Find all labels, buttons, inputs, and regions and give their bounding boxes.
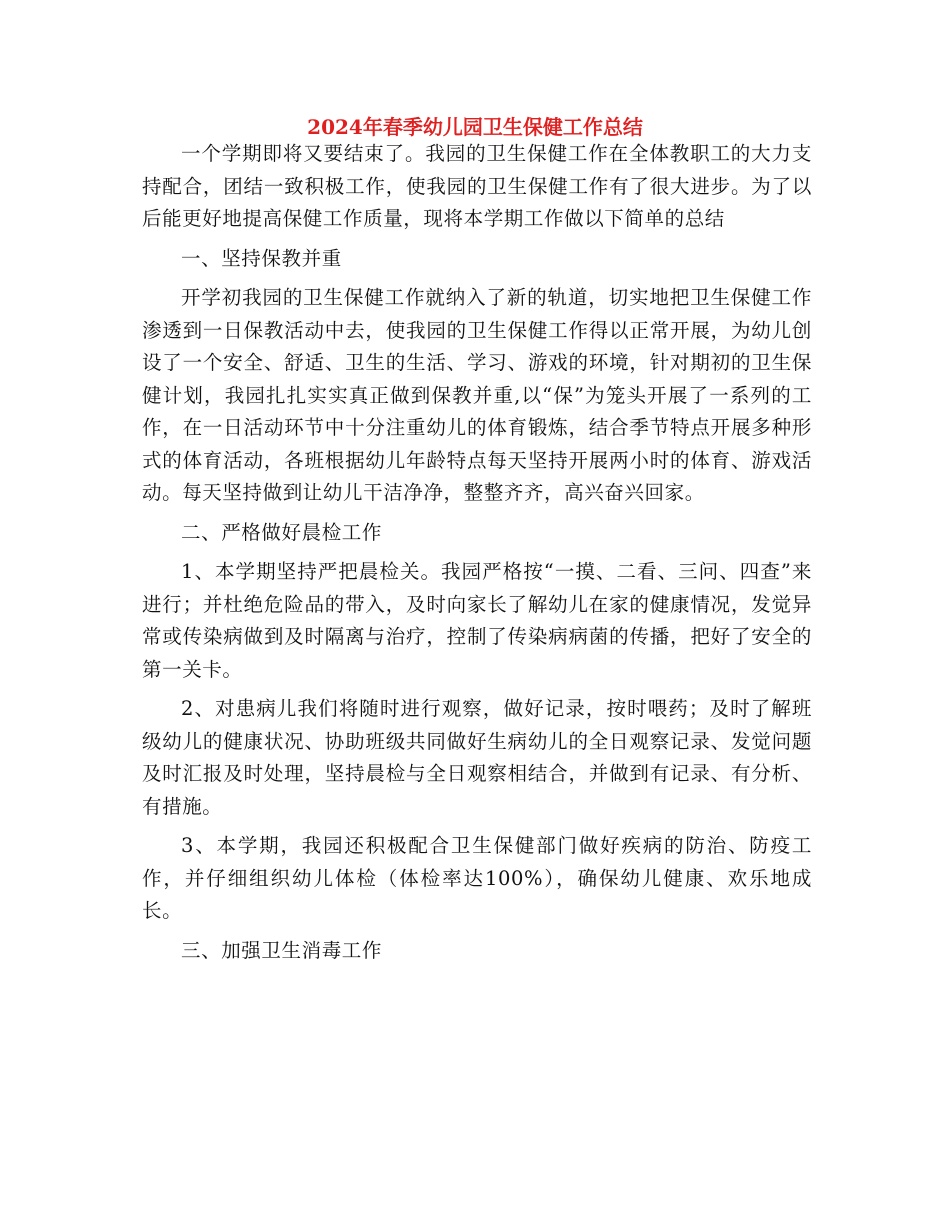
section-heading-1: 一、坚持保教并重 — [181, 246, 342, 270]
paragraph-item-1: 1、本学期坚持严把晨检关。我园严格按“一摸、二看、三问、四查”来进行；并杜绝危险品的带入，及时向家长了解幼儿在家的健康情况，发觉异常或传染病做到及时隔离与治疗，控制了传染病病菌的传播，把好了安全的第一关卡。 — [142, 560, 812, 681]
paragraph-intro: 一个学期即将又要结束了。我园的卫生保健工作在全体教职工的大力支持配合，团结一致积极工作，使我园的卫生保健工作有了很大进步。为了以后能更好地提高保健工作质量，现将本学期工作做以下简单的总结 — [142, 142, 812, 230]
section-heading-2: 二、严格做好晨检工作 — [181, 520, 383, 544]
document-body — [142, 138, 812, 974]
section-heading-3: 三、加强卫生消毒工作 — [181, 938, 383, 962]
document-title: 2024年春季幼儿园卫生保健工作总结 — [307, 115, 643, 139]
paragraph-item-3: 3、本学期，我园还积极配合卫生保健部门做好疾病的防治、防疫工作，并仔细组织幼儿体检（体检率达100%），确保幼儿健康、欢乐地成长。 — [142, 834, 812, 922]
paragraph-item-2: 2、对患病儿我们将随时进行观察，做好记录，按时喂药；及时了解班级幼儿的健康状况、协助班级共同做好生病幼儿的全日观察记录、发觉问题及时汇报及时处理，坚持晨检与全日观察相结合，并做到有记录、有分析、有措施。 — [142, 697, 812, 818]
paragraph-section-1: 开学初我园的卫生保健工作就纳入了新的轨道，切实地把卫生保健工作渗透到一日保教活动中去，使我园的卫生保健工作得以正常开展，为幼儿创设了一个安全、舒适、卫生的生活、学习、游戏的环境，针对期初的卫生保健计划，我园扎扎实实真正做到保教并重,以“保”为笼头开展了一系列的工作，在一日活动环节中十分注重幼儿的体育锻炼，结合季节特点开展多种形式的体育活动，各班根据幼儿年龄特点每天坚持开展两小时的体育、游戏活动。每天坚持做到让幼儿干洁净净，整整齐齐，高兴奋兴回家。 — [142, 286, 812, 504]
